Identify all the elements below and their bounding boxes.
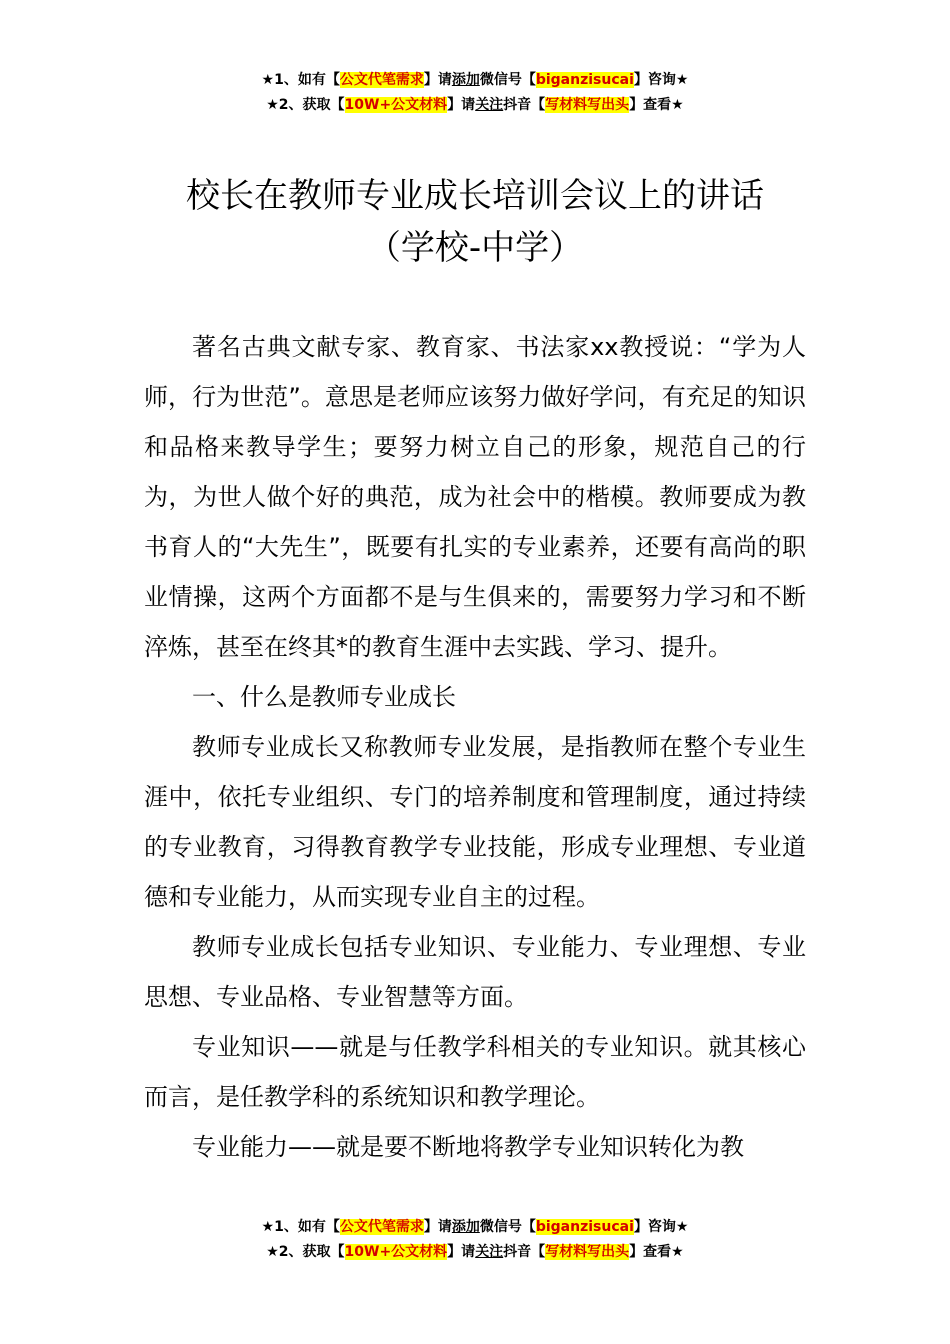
paragraph: 专业能力——就是要不断地将教学专业知识转化为教 xyxy=(192,1133,744,1161)
douyin-name: 写材料写出头 xyxy=(545,1244,630,1260)
header-banner xyxy=(0,68,950,118)
paragraph: 专业知识——就是与任教学科相关的专业知识。就其核心而言，是任教学科的系统知识和教学理论。 xyxy=(144,1033,806,1111)
footer-banner xyxy=(0,1215,950,1265)
title-main: 校长在教师专业成长培训会议上的讲话 xyxy=(186,176,764,216)
banner-line-1: ★1、如有【公文代笔需求】请添加微信号【biganzisucai】咨询★ xyxy=(261,1219,689,1235)
paragraph: 著名古典文献专家、教育家、书法家xx教授说：“学为人师，行为世范”。意思是老师应该努力做好学问，有充足的知识和品格来教导学生；要努力树立自己的形象，规范自己的行为，为世人做个好的典范，成为社会中的楷模。教师要成为教书育人的“大先生”，既要有扎实的专业素养，还要有高尚的职业情操，这两个方面都不是与生俱来的，需要努力学习和不断淬炼，甚至在终其*的教育生涯中去实践、学习、提升。 xyxy=(144,333,806,661)
paragraph: 教师专业成长包括专业知识、专业能力、专业理想、专业思想、专业品格、专业智慧等方面。 xyxy=(144,933,806,1011)
highlight-text: 10W+公文材料 xyxy=(344,1244,448,1260)
title-sub: （学校-中学） xyxy=(366,228,584,268)
banner-line-1: ★1、如有【公文代笔需求】请添加微信号【biganzisucai】咨询★ xyxy=(261,72,689,88)
document-title xyxy=(0,170,950,274)
highlight-text: 公文代笔需求 xyxy=(339,1219,424,1235)
banner-line-2: ★2、获取【10W+公文材料】请关注抖音【写材料写出头】查看★ xyxy=(266,1244,684,1260)
douyin-name: 写材料写出头 xyxy=(545,97,630,113)
highlight-text: 10W+公文材料 xyxy=(344,97,448,113)
wechat-id: biganzisucai xyxy=(535,1219,634,1235)
highlight-text: 公文代笔需求 xyxy=(339,72,424,88)
document-body xyxy=(144,322,806,1172)
banner-line-2: ★2、获取【10W+公文材料】请关注抖音【写材料写出头】查看★ xyxy=(266,97,684,113)
section-heading: 一、什么是教师专业成长 xyxy=(192,683,456,711)
wechat-id: biganzisucai xyxy=(535,72,634,88)
paragraph: 教师专业成长又称教师专业发展，是指教师在整个专业生涯中，依托专业组织、专门的培养制度和管理制度，通过持续的专业教育，习得教育教学专业技能，形成专业理想、专业道德和专业能力，从而实现专业自主的过程。 xyxy=(144,733,806,911)
